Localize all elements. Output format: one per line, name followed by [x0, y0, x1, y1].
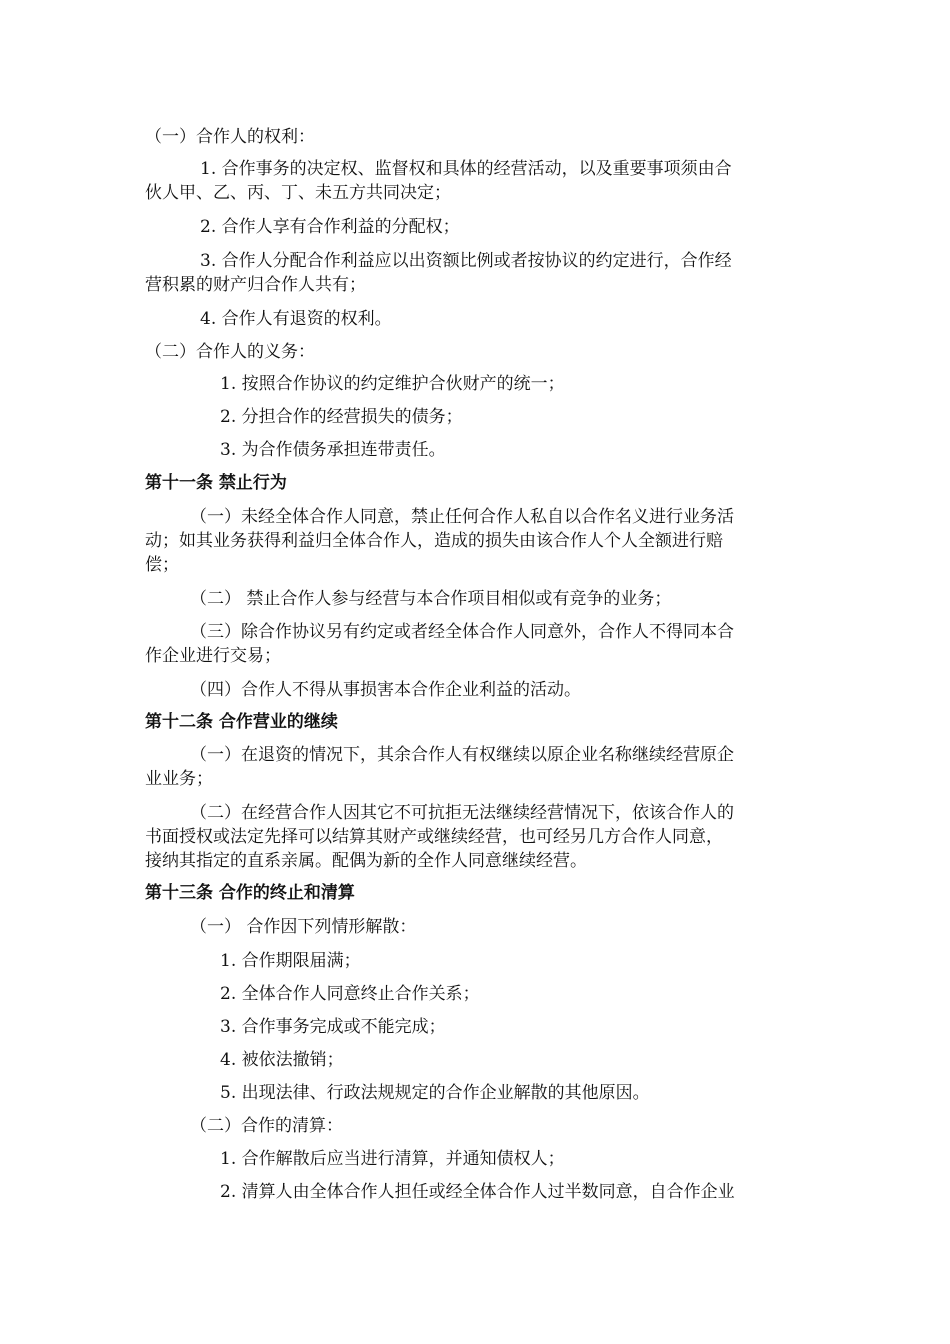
- article-11-clause-3: （三）除合作协议另有约定或者经全体合作人同意外，合作人不得同本合: [190, 622, 734, 642]
- article-12-clause-2: （二）在经营合作人因其它不可抗拒无法继续经营情况下，依该合作人的: [190, 803, 734, 823]
- rights-item-3: 3. 合作人分配合作利益应以出资额比例或者按协议的约定进行，合作经: [200, 251, 732, 271]
- article-11-clause-4: （四）合作人不得从事损害本合作企业利益的活动。: [190, 680, 581, 700]
- article-11-clause-3-cont: 作企业进行交易；: [145, 646, 281, 666]
- article-12-clause-1: （一）在退资的情况下，其余合作人有权继续以原企业名称继续经营原企: [190, 745, 734, 765]
- dissolution-item-4: 4. 被依法撤销；: [220, 1050, 344, 1070]
- section-duties-heading: （二）合作人的义务：: [145, 342, 315, 362]
- article-13-title: 第十三条 合作的终止和清算: [145, 883, 355, 903]
- liquidation-item-1: 1. 合作解散后应当进行清算，并通知债权人；: [220, 1149, 565, 1169]
- article-12-clause-2-cont2: 接纳其指定的直系亲属。配偶为新的全作人同意继续经营。: [145, 851, 587, 871]
- dissolution-item-5: 5. 出现法律、行政法规规定的合作企业解散的其他原因。: [220, 1083, 650, 1103]
- rights-item-2: 2. 合作人享有合作利益的分配权；: [200, 217, 460, 237]
- article-11-clause-2: （二） 禁止合作人参与经营与本合作项目相似或有竞争的业务；: [190, 589, 672, 609]
- dissolution-item-3: 3. 合作事务完成或不能完成；: [220, 1017, 446, 1037]
- article-11-clause-1: （一）未经全体合作人同意，禁止任何合作人私自以合作名义进行业务活: [190, 507, 734, 527]
- rights-item-3-cont: 营积累的财产归合作人共有；: [145, 275, 366, 295]
- article-11-clause-1-cont2: 偿；: [145, 555, 179, 575]
- article-13-clause-1: （一） 合作因下列情形解散：: [190, 917, 417, 937]
- dissolution-item-1: 1. 合作期限届满；: [220, 951, 361, 971]
- article-12-clause-1-cont: 业业务；: [145, 769, 213, 789]
- rights-item-1-cont: 伙人甲、乙、丙、丁、未五方共同决定；: [145, 183, 451, 203]
- duties-item-1: 1. 按照合作协议的约定维护合伙财产的统一；: [220, 374, 565, 394]
- duties-item-3: 3. 为合作债务承担连带责任。: [220, 440, 446, 460]
- dissolution-item-2: 2. 全体合作人同意终止合作关系；: [220, 984, 480, 1004]
- rights-item-1: 1. 合作事务的决定权、监督权和具体的经营活动，以及重要事项须由合: [200, 159, 732, 179]
- article-12-clause-2-cont: 书面授权或法定先择可以结算其财产或继续经营，也可经另几方合作人同意，: [145, 827, 723, 847]
- article-13-clause-2: （二）合作的清算：: [190, 1116, 343, 1136]
- article-11-title: 第十一条 禁止行为: [145, 473, 287, 493]
- article-11-clause-1-cont: 动；如其业务获得利益归全体合作人，造成的损失由该合作人个人全额进行赔: [145, 531, 723, 551]
- rights-item-4: 4. 合作人有退资的权利。: [200, 309, 392, 329]
- section-rights-heading: （一）合作人的权利：: [145, 127, 315, 147]
- article-12-title: 第十二条 合作营业的继续: [145, 712, 338, 732]
- duties-item-2: 2. 分担合作的经营损失的债务；: [220, 407, 463, 427]
- liquidation-item-2: 2. 清算人由全体合作人担任或经全体合作人过半数同意，自合作企业: [220, 1182, 735, 1202]
